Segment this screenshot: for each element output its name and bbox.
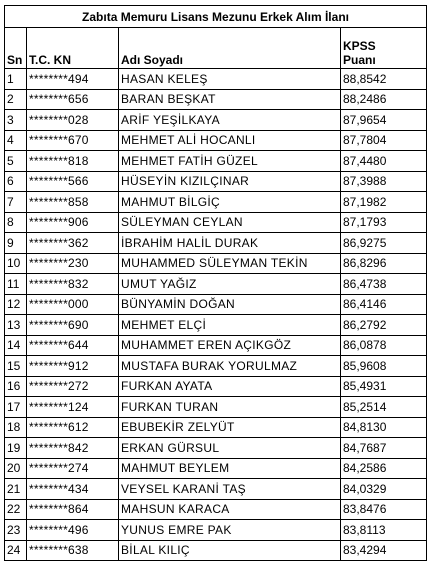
table-row xyxy=(5,540,427,561)
cell-tc: ********124 xyxy=(27,397,119,418)
cell-sn: 11 xyxy=(5,274,27,295)
cell-name: FURKAN AYATA xyxy=(119,376,341,397)
column-header-score-line1: KPSS xyxy=(343,39,376,53)
cell-score: 83,4294 xyxy=(341,540,427,561)
cell-sn: 15 xyxy=(5,356,27,377)
table-row xyxy=(5,151,427,172)
cell-tc: ********000 xyxy=(27,294,119,315)
cell-name: MAHSUN KARACA xyxy=(119,499,341,520)
table-row xyxy=(5,479,427,500)
column-header-sn: Sn xyxy=(5,28,27,69)
cell-score: 86,2792 xyxy=(341,315,427,336)
cell-tc: ********670 xyxy=(27,130,119,151)
document-sheet xyxy=(4,5,426,561)
cell-tc: ********434 xyxy=(27,479,119,500)
cell-score: 86,0878 xyxy=(341,335,427,356)
cell-tc: ********612 xyxy=(27,417,119,438)
table-row xyxy=(5,315,427,336)
cell-score: 88,8542 xyxy=(341,69,427,90)
cell-score: 87,7804 xyxy=(341,130,427,151)
cell-score: 84,7687 xyxy=(341,438,427,459)
column-header-tc: T.C. KN xyxy=(27,28,119,69)
cell-sn: 3 xyxy=(5,110,27,131)
cell-sn: 8 xyxy=(5,212,27,233)
cell-name: MEHMET ALİ HOCANLI xyxy=(119,130,341,151)
cell-name: MAHMUT BEYLEM xyxy=(119,458,341,479)
candidate-table xyxy=(4,5,427,561)
table-row xyxy=(5,171,427,192)
table-row xyxy=(5,520,427,541)
cell-tc: ********644 xyxy=(27,335,119,356)
cell-name: EBUBEKİR ZELYÜT xyxy=(119,417,341,438)
cell-score: 86,4146 xyxy=(341,294,427,315)
cell-score: 87,3988 xyxy=(341,171,427,192)
cell-sn: 7 xyxy=(5,192,27,213)
cell-sn: 1 xyxy=(5,69,27,90)
cell-tc: ********362 xyxy=(27,233,119,254)
cell-score: 86,4738 xyxy=(341,274,427,295)
table-row xyxy=(5,499,427,520)
cell-sn: 23 xyxy=(5,520,27,541)
table-row xyxy=(5,397,427,418)
table-row xyxy=(5,274,427,295)
cell-name: YUNUS EMRE PAK xyxy=(119,520,341,541)
cell-name: UMUT YAĞIZ xyxy=(119,274,341,295)
cell-name: BİLAL KILIÇ xyxy=(119,540,341,561)
cell-score: 83,8476 xyxy=(341,499,427,520)
cell-tc: ********230 xyxy=(27,253,119,274)
cell-sn: 17 xyxy=(5,397,27,418)
cell-name: MUHAMMED SÜLEYMAN TEKİN xyxy=(119,253,341,274)
table-row xyxy=(5,192,427,213)
cell-tc: ********912 xyxy=(27,356,119,377)
cell-tc: ********494 xyxy=(27,69,119,90)
cell-sn: 13 xyxy=(5,315,27,336)
document-title: Zabıta Memuru Lisans Mezunu Erkek Alım İlanı xyxy=(5,6,427,28)
cell-score: 87,4480 xyxy=(341,151,427,172)
column-header-score xyxy=(341,28,427,69)
cell-sn: 22 xyxy=(5,499,27,520)
cell-score: 84,0329 xyxy=(341,479,427,500)
cell-sn: 2 xyxy=(5,89,27,110)
cell-sn: 20 xyxy=(5,458,27,479)
cell-tc: ********028 xyxy=(27,110,119,131)
column-header-score-line2: Puanı xyxy=(343,53,376,67)
cell-tc: ********272 xyxy=(27,376,119,397)
cell-tc: ********566 xyxy=(27,171,119,192)
cell-name: HÜSEYİN KIZILÇINAR xyxy=(119,171,341,192)
cell-tc: ********842 xyxy=(27,438,119,459)
cell-sn: 24 xyxy=(5,540,27,561)
cell-sn: 14 xyxy=(5,335,27,356)
cell-score: 86,9275 xyxy=(341,233,427,254)
table-row xyxy=(5,458,427,479)
cell-tc: ********832 xyxy=(27,274,119,295)
table-row xyxy=(5,212,427,233)
table-body xyxy=(5,6,427,561)
cell-score: 86,8296 xyxy=(341,253,427,274)
title-row xyxy=(5,6,427,28)
cell-sn: 5 xyxy=(5,151,27,172)
cell-score: 87,1793 xyxy=(341,212,427,233)
table-row xyxy=(5,110,427,131)
cell-score: 84,2586 xyxy=(341,458,427,479)
cell-tc: ********656 xyxy=(27,89,119,110)
column-header-name: Adı Soyadı xyxy=(119,28,341,69)
table-row xyxy=(5,233,427,254)
cell-name: ARİF YEŞİLKAYA xyxy=(119,110,341,131)
cell-name: BÜNYAMİN DOĞAN xyxy=(119,294,341,315)
table-row xyxy=(5,253,427,274)
cell-sn: 4 xyxy=(5,130,27,151)
cell-score: 87,9654 xyxy=(341,110,427,131)
header-row xyxy=(5,28,427,69)
cell-tc: ********638 xyxy=(27,540,119,561)
cell-sn: 12 xyxy=(5,294,27,315)
cell-score: 87,1982 xyxy=(341,192,427,213)
cell-sn: 16 xyxy=(5,376,27,397)
cell-tc: ********818 xyxy=(27,151,119,172)
cell-name: MUSTAFA BURAK YORULMAZ xyxy=(119,356,341,377)
cell-name: VEYSEL KARANİ TAŞ xyxy=(119,479,341,500)
cell-score: 83,8113 xyxy=(341,520,427,541)
cell-name: MEHMET FATİH GÜZEL xyxy=(119,151,341,172)
cell-tc: ********864 xyxy=(27,499,119,520)
cell-name: İBRAHİM HALİL DURAK xyxy=(119,233,341,254)
cell-score: 85,2514 xyxy=(341,397,427,418)
table-row xyxy=(5,69,427,90)
table-row xyxy=(5,294,427,315)
table-row xyxy=(5,376,427,397)
cell-sn: 10 xyxy=(5,253,27,274)
cell-tc: ********496 xyxy=(27,520,119,541)
cell-tc: ********858 xyxy=(27,192,119,213)
table-row xyxy=(5,356,427,377)
table-row xyxy=(5,438,427,459)
cell-score: 88,2486 xyxy=(341,89,427,110)
cell-name: ERKAN GÜRSUL xyxy=(119,438,341,459)
cell-name: SÜLEYMAN CEYLAN xyxy=(119,212,341,233)
cell-name: MAHMUT BİLGİÇ xyxy=(119,192,341,213)
table-row xyxy=(5,130,427,151)
cell-name: MUHAMMET EREN AÇIKGÖZ xyxy=(119,335,341,356)
table-row xyxy=(5,417,427,438)
cell-score: 84,8130 xyxy=(341,417,427,438)
cell-name: FURKAN TURAN xyxy=(119,397,341,418)
table-row xyxy=(5,89,427,110)
cell-name: HASAN KELEŞ xyxy=(119,69,341,90)
cell-score: 85,4931 xyxy=(341,376,427,397)
cell-sn: 18 xyxy=(5,417,27,438)
cell-sn: 21 xyxy=(5,479,27,500)
cell-sn: 19 xyxy=(5,438,27,459)
cell-tc: ********906 xyxy=(27,212,119,233)
table-row xyxy=(5,335,427,356)
cell-tc: ********274 xyxy=(27,458,119,479)
cell-name: BARAN BEŞKAT xyxy=(119,89,341,110)
cell-sn: 6 xyxy=(5,171,27,192)
cell-score: 85,9608 xyxy=(341,356,427,377)
cell-name: MEHMET ELÇİ xyxy=(119,315,341,336)
cell-tc: ********690 xyxy=(27,315,119,336)
cell-sn: 9 xyxy=(5,233,27,254)
